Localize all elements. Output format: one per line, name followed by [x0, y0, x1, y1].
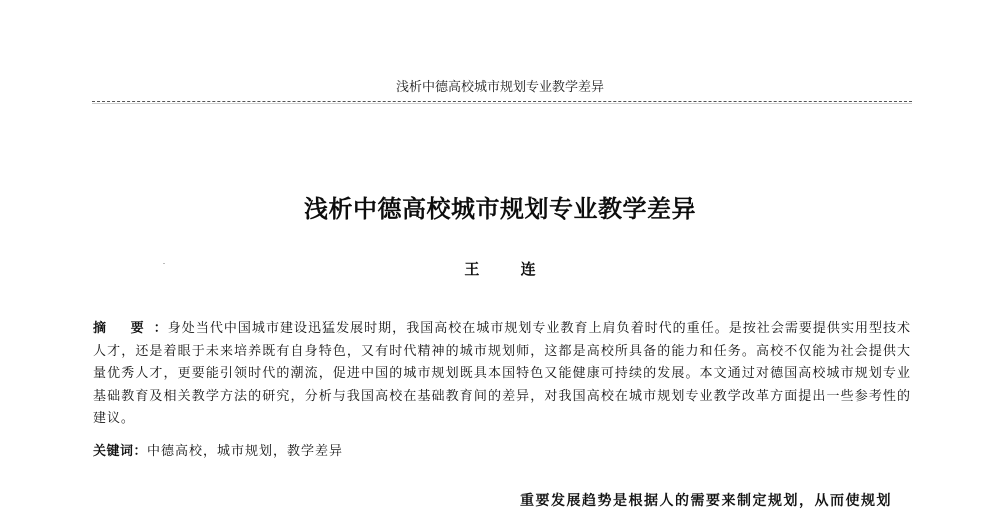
- keywords-colon: ：: [133, 444, 148, 459]
- scan-speck: [163, 263, 165, 264]
- body-text-line: 重要发展趋势是根据人的需要来制定规划，从而使规划: [520, 493, 892, 509]
- keywords: [93, 441, 911, 463]
- keywords-text: 中德高校，城市规划，教学差异: [147, 444, 344, 459]
- abstract: [93, 318, 911, 431]
- abstract-text: 身处当代中国城市建设迅猛发展时期，我国高校在城市规划专业教育上肩负着时代的重任。是按社会需要提供实用型技术人才，还是着眼于未来培养既有自身特色，又有时代精神的城市规划师，这都是高校所具备的能力和任务。高校不仅能为社会提供大量优秀人才，更要能引领时代的潮流，促进中国的城市规划既具本国特色又能健康可持续的发展。本文通过对德国高校城市规划专业基础教育及相关教学方法的研究，分析与我国高校在基础教育间的差异，对我国高校在城市规划专业教学改革方面提出一些参考性的建议。: [93, 321, 911, 426]
- running-head: 浅析中德高校城市规划专业教学差异: [395, 80, 604, 95]
- author-name: 王 连: [464, 260, 554, 278]
- header-rule: [92, 101, 912, 102]
- header-rule-shadow: [92, 103, 912, 104]
- abstract-label: 摘 要: [93, 321, 154, 336]
- paper-title: 浅析中德高校城市规划专业教学差异: [304, 195, 696, 223]
- keywords-label: 关键词: [93, 444, 134, 459]
- abstract-colon: ：: [153, 321, 168, 336]
